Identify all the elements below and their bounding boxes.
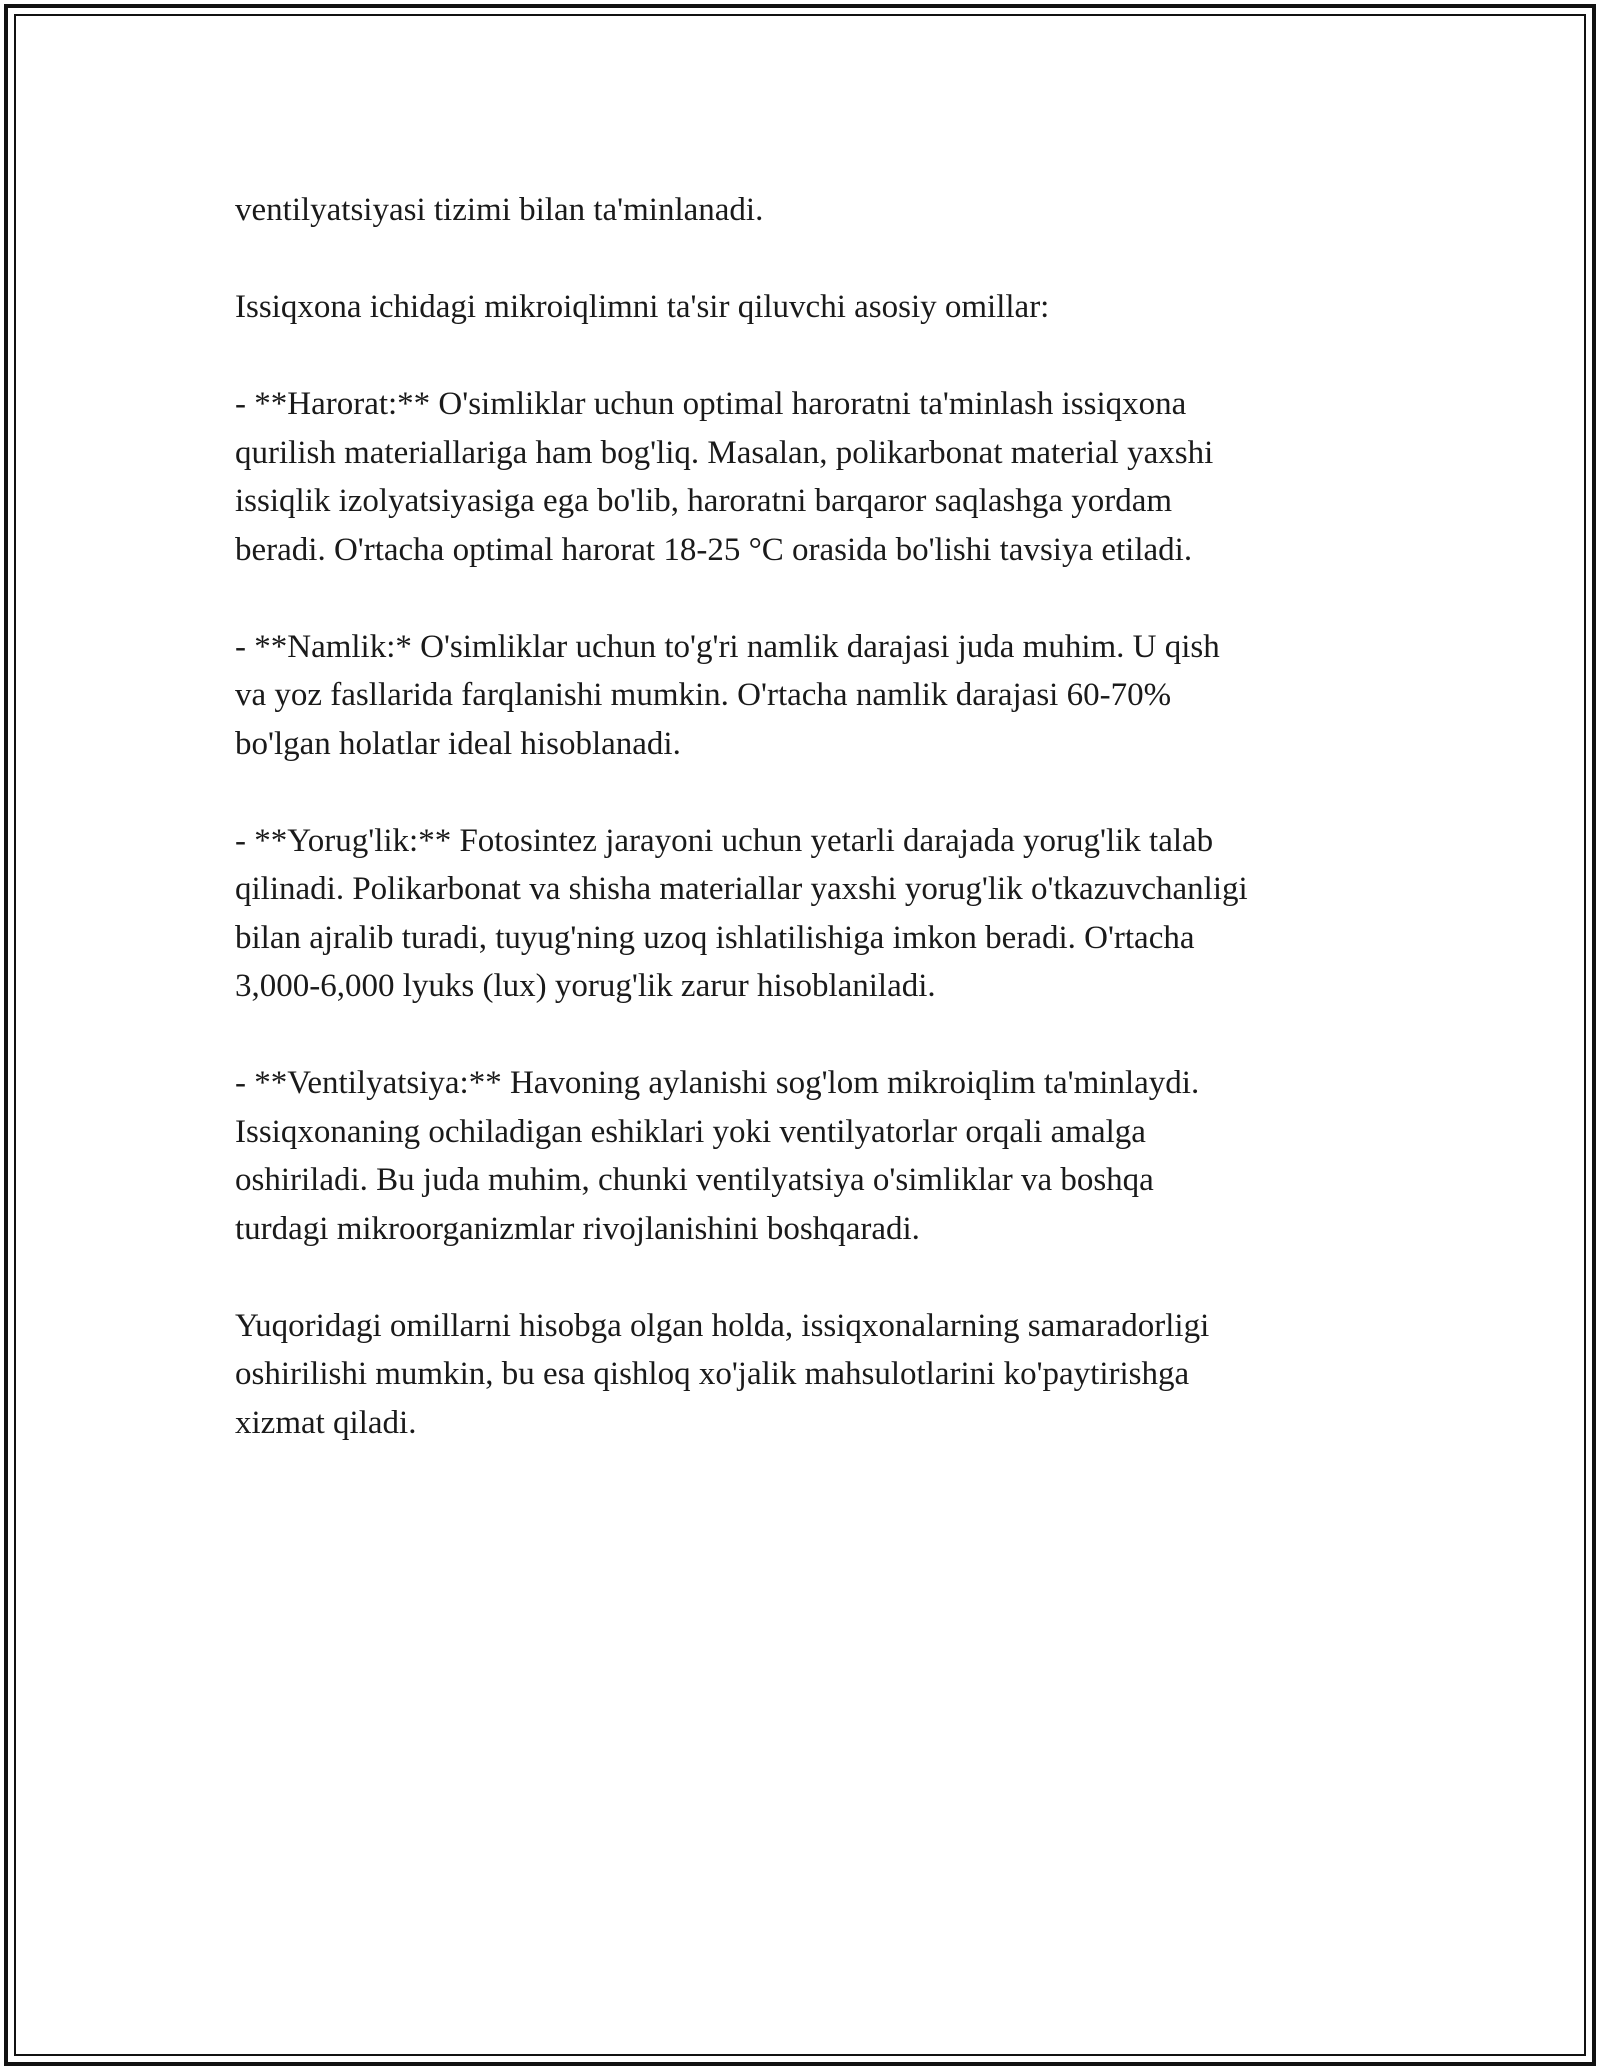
paragraph-yoruglik: - **Yorug'lik:** Fotosintez jarayoni uchun yetarli darajada yorug'lik talab qilinadi. Polikarbonat va shisha materiallar yaxshi yorug'lik o'tkazuvchanligi bilan ajralib turadi, tuyug'ning uzoq ishlatilishiga imkon beradi. O'rtacha 3,000-6,000 lyuks (lux) yorug'lik zarur hisoblaniladi. [235, 822, 1248, 1004]
paragraph-ventilyatsiya: - **Ventilyatsiya:** Havoning aylanishi sog'lom mikroiqlim ta'minlaydi. Issiqxonaning ochiladigan eshiklari yoki ventilyatorlar orqali amalga oshiriladi. Bu juda muhim, chunki ventilyatsiya o'simliklar va boshqa turdagi mikroorganizmlar rivojlanishini boshqaradi. [235, 1065, 1200, 1247]
paragraph-intro-continuation: ventilyatsiyasi tizimi bilan ta'minlanadi. [235, 192, 764, 228]
paragraph-namlik: - **Namlik:* O'simliklar uchun to'g'ri namlik darajasi juda muhim. U qish va yoz fasllarida farqlanishi mumkin. O'rtacha namlik darajasi 60-70% bo'lgan holatlar ideal hisoblanadi. [235, 628, 1220, 762]
paragraph-conclusion: Yuqoridagi omillarni hisobga olgan holda, issiqxonalarning samaradorligi oshirilishi mumkin, bu esa qishloq xo'jalik mahsulotlarini ko'paytirishga xizmat qiladi. [235, 1307, 1210, 1441]
paragraph-harorat: - **Harorat:** O'simliklar uchun optimal haroratni ta'minlash issiqxona qurilish materiallariga ham bog'liq. Masalan, polikarbonat material yaxshi issiqlik izolyatsiyasiga ega bo'lib, haroratni barqaror saqlashga yordam beradi. O'rtacha optimal harorat 18-25 °C orasida bo'lishi tavsiya etiladi. [235, 386, 1214, 568]
document-body [235, 186, 1385, 1496]
paragraph-factors-heading: Issiqxona ichidagi mikroiqlimni ta'sir qiluvchi asosiy omillar: [235, 289, 1050, 325]
